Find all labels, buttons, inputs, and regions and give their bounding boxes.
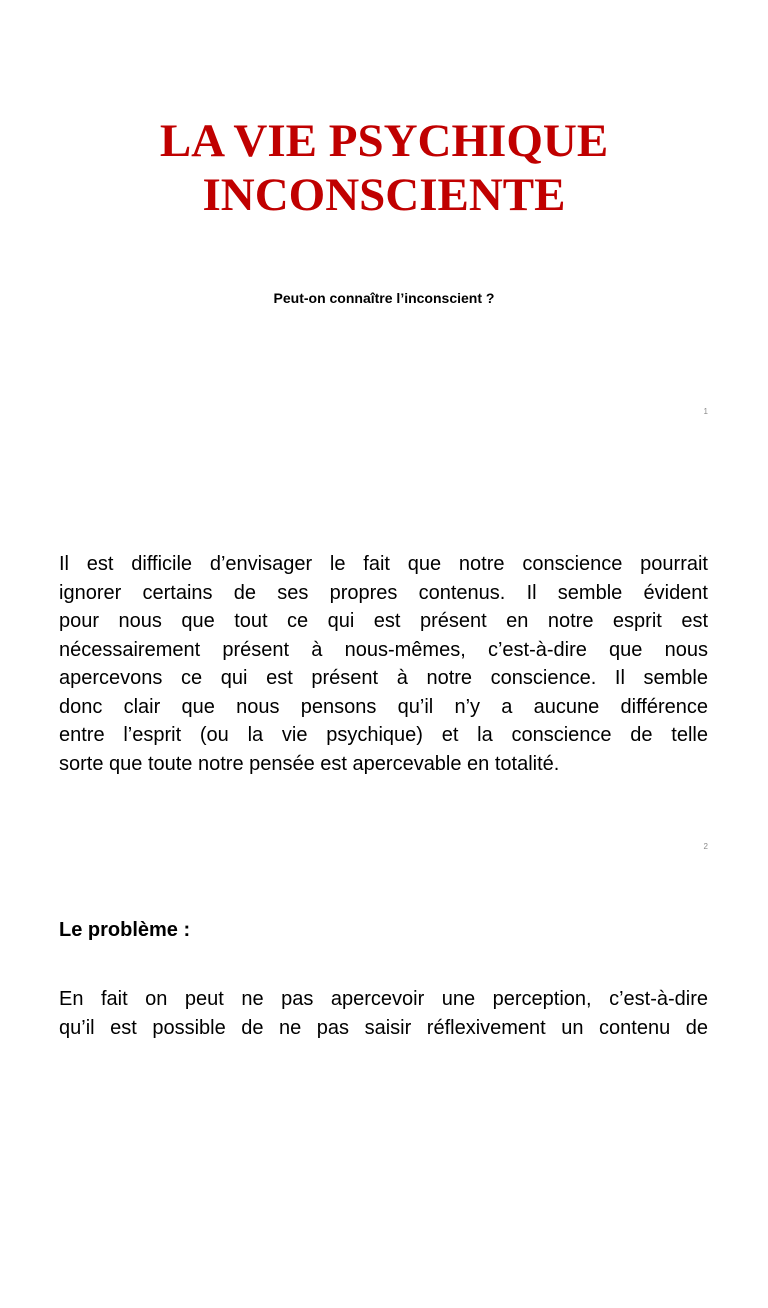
paragraph-line: sorte que toute notre pensée est apercevable en totalité. — [59, 752, 560, 775]
document-title — [0, 114, 768, 222]
section-heading: Le problème : — [59, 919, 191, 941]
paragraph-line: nécessairement présent à nous-mêmes, c’est-à-dire que nous — [59, 638, 708, 661]
document-subtitle: Peut-on connaître l’inconscient ? — [273, 290, 495, 306]
problem-paragraph — [59, 985, 708, 1042]
paragraph-line: En fait on peut ne pas apercevoir une perception, c’est-à-dire — [59, 988, 708, 1010]
slide-1 — [0, 0, 768, 436]
paragraph-line: ignorer certains de ses propres contenus. Il semble évident — [59, 581, 708, 604]
title-line-2: INCONSCIENTE — [202, 169, 566, 221]
paragraph-line: Il est difficile d’envisager le fait que notre conscience pourrait — [59, 553, 708, 575]
paragraph-line: qu’il est possible de ne pas saisir réflexivement un contenu de — [59, 1016, 708, 1039]
paragraph-line: apercevons ce qui est présent à notre conscience. Il semble — [59, 667, 708, 689]
paragraph-line: pour nous que tout ce qui est présent en notre esprit est — [59, 610, 708, 632]
title-line-1: LA VIE PSYCHIQUE — [159, 115, 609, 167]
intro-paragraph — [59, 550, 708, 778]
slide-3 — [0, 872, 768, 1308]
paragraph-line: entre l’esprit (ou la vie psychique) et la conscience de telle — [59, 724, 708, 746]
page-number: 1 — [703, 407, 708, 416]
paragraph-line: donc clair que nous pensons qu’il n’y a aucune différence — [59, 695, 708, 718]
slide-2 — [0, 436, 768, 872]
page-number: 2 — [703, 842, 708, 851]
